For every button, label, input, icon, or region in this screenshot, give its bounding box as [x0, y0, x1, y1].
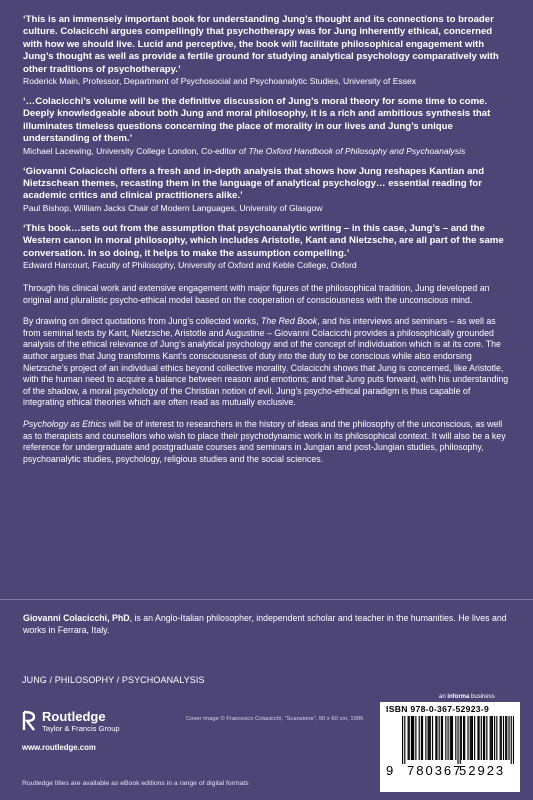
cover-credit: Cover image © Francesco Colacicchi, “Scansione”, 50 x 60 cm, 1996 [186, 716, 364, 722]
author-name: Giovanni Colacicchi, PhD [23, 613, 130, 623]
quote-attribution: Roderick Main, Professor, Department of Psychosocial and Psychoanalytic Studies, University of Essex [23, 76, 417, 87]
quote-text: ‘Giovanni Colacicchi offers a fresh and in-depth analysis that shows how Jung reshapes Kantian and Nietzschean themes, recasting them in the language of analytical psychology… essential reading for academic critics and clinical practitioners alike.’ [23, 165, 485, 202]
publisher-group: Taylor & Francis Group [42, 724, 120, 733]
endorsement-quote [23, 223, 513, 271]
book-title-italic: The Red Book [260, 316, 318, 327]
barcode-bars [402, 716, 514, 764]
quote-text: ‘This is an immensely important book for understanding Jung’s thought and its connections to broader culture. Colacicchi argues compellingly that psychotherapy was for Jung inherently ethical, concerned with how we should live. Lucid and perceptive, the book will facilitate philosophical engagement with Jung’s thought as well as provide a fertile ground for studying analytical psychology comparatively with other traditions of psychotherapy.’ [23, 14, 499, 75]
endorsement-quote [23, 96, 513, 157]
informa-pre: an [439, 694, 448, 700]
quote-text: ‘…Colacicchi’s volume will be the definitive discussion of Jung’s moral theory for some time to come. Deeply knowledgeable about both Jung and moral philosophy, it is a rich and ambitious synthesis that illuminates timeless questions concerning the place of morality in our lives and Jung’s unique understanding of them.’ [23, 96, 491, 145]
description-paragraph: Through his clinical work and extensive engagement with major figures of the philosophical tradition, Jung developed an original and pluralistic psycho-ethical model based on the cooperation of consciousness with the unconscious mind. [23, 283, 490, 305]
publisher-url: www.routledge.com [22, 743, 96, 752]
informa-brand: informa [447, 694, 470, 700]
endorsement-quote [23, 14, 513, 87]
publisher-text [42, 710, 120, 734]
publisher-logo [22, 710, 120, 734]
informa-post: business [469, 694, 495, 700]
quote-attribution: Paul Bishop, William Jacks Chair of Modern Languages, University of Glasgow [23, 202, 323, 213]
description-paragraph [23, 316, 513, 409]
routledge-logo-icon [22, 710, 36, 732]
author-bio [23, 613, 511, 636]
subject-category: JUNG / PHILOSOPHY / PSYCHOANALYSIS [22, 675, 205, 685]
description-text: will be of interest to researchers in the history of ideas and the philosophy of the unconscious, as well as to therapists and counsellors who wish to place their psychodynamic work in its philosophical context. It will also be a key reference for undergraduate and postgraduate courses and seminars in Jungian and post-Jungian studies, philosophy, psychoanalytic studies, psychology, religious studies and the social sciences. [23, 419, 506, 464]
book-title-italic: Psychology as Ethics [23, 419, 107, 430]
divider [0, 599, 533, 600]
barcode-digit-first: 9 [386, 763, 394, 778]
description-text: , and his interviews and seminars – as well as from seminal texts by Kant, Nietzsche, Aristotle and Augustine – Giovanni Colacicchi provides a philosophically grounded analysis of the ethical relevance of Jung’s analytical psychology and of the concept of individuation which is at its core. The author argues that Jung transforms Kant’s consciousness of duty into the duty to be conscious while also endorsing Nietzsche’s project of an individual ethics beyond collective morality. Colacicchi shows that Jung is concerned, like Aristotle, with the human need to acquire a balance between reason and emotions; and that Jung puts forward, with his understanding of the shadow, a moral psychology of the Christian notion of evil. Jung’s psycho-ethical paradigm is thus capable of integrating ethical theories which are often read as mutually exclusive. [23, 316, 509, 408]
isbn-barcode [380, 702, 520, 792]
back-cover-text [23, 14, 513, 475]
barcode-digits-left: 780367 [407, 763, 463, 778]
isbn-number: ISBN 978-0-367-52923-9 [386, 704, 490, 714]
quote-attribution: Edward Harcourt, Faculty of Philosophy, University of Oxford and Keble College, Oxford [23, 260, 357, 271]
description-text: By drawing on direct quotations from Jung’s collected works, [23, 316, 261, 327]
description-paragraph [23, 419, 513, 465]
author-bio-text: , is an Anglo-Italian philosopher, independent scholar and teacher in the humanities. He lives and works in Ferrara, Italy. [23, 613, 507, 635]
informa-tagline [439, 694, 495, 700]
ebook-note: Routledge titles are available as eBook editions in a range of digital formats [22, 780, 249, 787]
endorsement-quote [23, 166, 513, 214]
barcode-digits-right: 52923 [459, 763, 506, 778]
attribution-text: Michael Lacewing, University College London, Co-editor of [23, 145, 249, 156]
attribution-book-title: The Oxford Handbook of Philosophy and Psychoanalysis [248, 145, 466, 156]
publisher-name: Routledge [42, 709, 106, 724]
quote-text: ‘This book…sets out from the assumption that psychoanalytic writing – in this case, Jung’s – and the Western canon in moral philosophy, which includes Aristotle, Kant and Nietzsche, are all part of the same conversation. In so doing, it helps to make the assumption compelling.’ [23, 222, 504, 259]
quote-attribution [23, 146, 513, 157]
